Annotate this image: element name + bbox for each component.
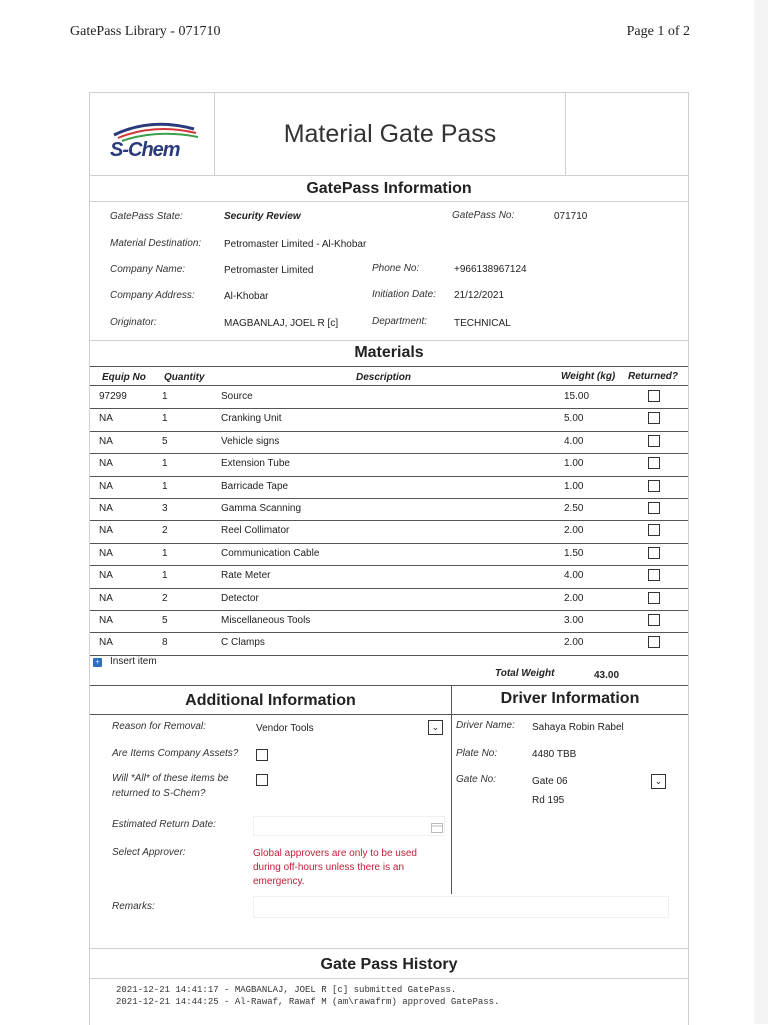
driver-name-label: Driver Name: bbox=[456, 720, 515, 731]
description-cell: Cranking Unit bbox=[221, 413, 282, 425]
divider bbox=[90, 385, 688, 386]
total-weight-value: 43.00 bbox=[594, 670, 620, 681]
equip-no-cell: 97299 bbox=[99, 391, 127, 402]
department-value: TECHNICAL bbox=[454, 318, 511, 329]
col-returned: Returned? bbox=[628, 371, 678, 382]
gate-no-value[interactable]: Gate 06 bbox=[532, 776, 568, 787]
destination-value: Petromaster Limited - Al-Khobar bbox=[224, 239, 367, 250]
phone-label: Phone No: bbox=[372, 263, 420, 274]
equip-no-cell: NA bbox=[99, 435, 113, 447]
quantity-cell: 1 bbox=[162, 570, 168, 582]
insert-item-icon[interactable]: + bbox=[93, 658, 102, 667]
weight-cell: 1.50 bbox=[564, 547, 584, 559]
materials-heading: Materials bbox=[354, 344, 424, 361]
row-divider bbox=[90, 610, 688, 611]
quantity-cell: 5 bbox=[162, 615, 168, 626]
address-value: Al-Khobar bbox=[224, 291, 269, 302]
originator-value: MAGBANLAJ, JOEL R [c] bbox=[224, 318, 339, 329]
reason-label: Reason for Removal: bbox=[112, 721, 206, 732]
col-equip-no: Equip No bbox=[102, 372, 146, 383]
row-divider bbox=[90, 543, 688, 544]
description-cell: Miscellaneous Tools bbox=[221, 615, 311, 626]
weight-cell: 4.00 bbox=[564, 570, 584, 582]
divider bbox=[90, 978, 688, 979]
department-label: Department: bbox=[372, 316, 428, 327]
equip-no-cell: NA bbox=[99, 503, 113, 514]
equip-no-cell: NA bbox=[99, 547, 113, 559]
weight-cell: 2.00 bbox=[564, 592, 584, 604]
equip-no-cell: NA bbox=[99, 413, 113, 425]
history-entry: 2021-12-21 14:44:25 - Al-Rawaf, Rawaf M (am\rawafrm) approved GatePass. bbox=[116, 997, 500, 1007]
divider bbox=[90, 366, 688, 367]
return-date-field[interactable] bbox=[253, 816, 445, 836]
remarks-label: Remarks: bbox=[112, 901, 155, 912]
divider bbox=[90, 340, 688, 341]
state-value: Security Review bbox=[224, 211, 301, 222]
returned-checkbox[interactable] bbox=[648, 412, 660, 424]
approver-warning-3: emergency. bbox=[253, 876, 305, 887]
equip-no-cell: NA bbox=[99, 525, 113, 537]
company-logo: S-Chem bbox=[110, 139, 180, 161]
originator-label: Originator: bbox=[110, 317, 157, 328]
company-label: Company Name: bbox=[110, 264, 186, 275]
equip-no-cell: NA bbox=[99, 637, 113, 649]
gate-dropdown-icon[interactable]: ⌄ bbox=[651, 774, 666, 789]
page-title: Material Gate Pass bbox=[215, 93, 566, 175]
col-quantity: Quantity bbox=[164, 372, 205, 383]
row-divider bbox=[90, 408, 688, 409]
approver-warning-2: during off-hours unless there is an bbox=[253, 862, 405, 873]
gate-no-label: Gate No: bbox=[456, 774, 497, 785]
description-cell: Vehicle signs bbox=[221, 435, 280, 447]
returned-checkbox[interactable] bbox=[648, 614, 660, 626]
weight-cell: 1.00 bbox=[564, 480, 584, 492]
history-heading: Gate Pass History bbox=[320, 956, 458, 973]
row-divider bbox=[90, 632, 688, 633]
col-description: Description bbox=[356, 372, 412, 383]
description-cell: Communication Cable bbox=[221, 547, 320, 559]
additional-heading: Additional Information bbox=[185, 692, 356, 709]
returned-checkbox[interactable] bbox=[648, 592, 660, 604]
row-divider bbox=[90, 520, 688, 521]
returned-checkbox[interactable] bbox=[648, 569, 660, 581]
divider bbox=[90, 714, 688, 715]
weight-cell: 4.00 bbox=[564, 435, 584, 447]
returned-checkbox[interactable] bbox=[648, 457, 660, 469]
gate-no-sub: Rd 195 bbox=[532, 795, 565, 806]
state-label: GatePass State: bbox=[110, 211, 183, 222]
returned-checkbox[interactable] bbox=[648, 480, 660, 492]
quantity-cell: 1 bbox=[162, 391, 168, 402]
row-divider bbox=[90, 476, 688, 477]
description-cell: Barricade Tape bbox=[221, 480, 289, 492]
returned-checkbox[interactable] bbox=[648, 390, 660, 402]
col-weight: Weight (kg) bbox=[561, 371, 616, 382]
weight-cell: 3.00 bbox=[564, 615, 584, 626]
equip-no-cell: NA bbox=[99, 615, 113, 626]
calendar-icon[interactable] bbox=[431, 822, 443, 833]
title-row bbox=[90, 93, 688, 176]
approver-label: Select Approver: bbox=[112, 847, 186, 858]
reason-dropdown-icon[interactable]: ⌄ bbox=[428, 720, 443, 735]
divider bbox=[90, 685, 688, 686]
weight-cell: 2.00 bbox=[564, 525, 584, 537]
description-cell: Reel Collimator bbox=[221, 525, 290, 537]
driver-name-value[interactable]: Sahaya Robin Rabel bbox=[532, 722, 624, 733]
quantity-cell: 1 bbox=[162, 480, 168, 492]
quantity-cell: 2 bbox=[162, 592, 168, 604]
returned-checkbox[interactable] bbox=[648, 524, 660, 536]
gatepass-no-label: GatePass No: bbox=[452, 210, 515, 221]
company-value: Petromaster Limited bbox=[224, 265, 314, 276]
plate-no-label: Plate No: bbox=[456, 748, 498, 759]
divider bbox=[90, 201, 688, 202]
equip-no-cell: NA bbox=[99, 592, 113, 604]
row-divider bbox=[90, 431, 688, 432]
returned-checkbox[interactable] bbox=[648, 502, 660, 514]
quantity-cell: 1 bbox=[162, 458, 168, 470]
quantity-cell: 8 bbox=[162, 637, 168, 649]
page-edge bbox=[754, 0, 768, 1024]
returned-label-1: Will *All* of these items be bbox=[112, 773, 229, 784]
logo-cell bbox=[90, 93, 215, 175]
remarks-field[interactable] bbox=[253, 896, 669, 918]
history-entry: 2021-12-21 14:41:17 - MAGBANLAJ, JOEL R [c] submitted GatePass. bbox=[116, 985, 457, 995]
returned-checkbox[interactable] bbox=[648, 636, 660, 648]
row-divider bbox=[90, 588, 688, 589]
description-cell: Detector bbox=[221, 592, 259, 604]
equip-no-cell: NA bbox=[99, 458, 113, 470]
row-divider bbox=[90, 498, 688, 499]
weight-cell: 1.00 bbox=[564, 458, 584, 470]
address-label: Company Address: bbox=[110, 290, 195, 301]
initiation-date-value: 21/12/2021 bbox=[454, 290, 505, 301]
quantity-cell: 1 bbox=[162, 547, 168, 559]
row-divider bbox=[90, 655, 688, 656]
description-cell: Gamma Scanning bbox=[221, 503, 302, 514]
weight-cell: 2.50 bbox=[564, 503, 584, 514]
info-heading: GatePass Information bbox=[306, 180, 472, 197]
quantity-cell: 2 bbox=[162, 525, 168, 537]
reason-value[interactable]: Vendor Tools bbox=[256, 723, 314, 734]
plate-no-value[interactable]: 4480 TBB bbox=[532, 749, 577, 760]
equip-no-cell: NA bbox=[99, 570, 113, 582]
weight-cell: 15.00 bbox=[564, 391, 590, 402]
description-cell: Source bbox=[221, 391, 253, 402]
row-divider bbox=[90, 565, 688, 566]
column-divider bbox=[451, 686, 452, 894]
description-cell: Rate Meter bbox=[221, 570, 271, 582]
weight-cell: 5.00 bbox=[564, 413, 584, 425]
returned-checkbox[interactable] bbox=[256, 774, 268, 786]
total-weight-label: Total Weight bbox=[495, 668, 555, 679]
gate-pass-form bbox=[89, 92, 689, 1025]
description-cell: C Clamps bbox=[221, 637, 265, 649]
weight-cell: 2.00 bbox=[564, 637, 584, 649]
equip-no-cell: NA bbox=[99, 480, 113, 492]
print-header-left: GatePass Library - 071710 bbox=[70, 24, 221, 39]
returned-checkbox[interactable] bbox=[648, 435, 660, 447]
description-cell: Extension Tube bbox=[221, 458, 290, 470]
quantity-cell: 3 bbox=[162, 503, 168, 514]
phone-value: +966138967124 bbox=[454, 264, 527, 275]
approver-warning-1: Global approvers are only to be used bbox=[253, 848, 417, 859]
row-divider bbox=[90, 453, 688, 454]
return-date-label: Estimated Return Date: bbox=[112, 819, 216, 830]
print-header-right: Page 1 of 2 bbox=[626, 24, 690, 39]
quantity-cell: 5 bbox=[162, 435, 168, 447]
destination-label: Material Destination: bbox=[110, 238, 202, 249]
assets-checkbox[interactable] bbox=[256, 749, 268, 761]
driver-heading: Driver Information bbox=[500, 690, 640, 707]
assets-label: Are Items Company Assets? bbox=[112, 748, 239, 759]
initiation-date-label: Initiation Date: bbox=[372, 289, 436, 300]
divider bbox=[90, 948, 688, 949]
gatepass-no-value: 071710 bbox=[554, 211, 588, 222]
returned-checkbox[interactable] bbox=[648, 547, 660, 559]
insert-item-link[interactable]: Insert item bbox=[110, 656, 157, 667]
quantity-cell: 1 bbox=[162, 413, 168, 425]
returned-label-2: returned to S-Chem? bbox=[112, 788, 206, 799]
